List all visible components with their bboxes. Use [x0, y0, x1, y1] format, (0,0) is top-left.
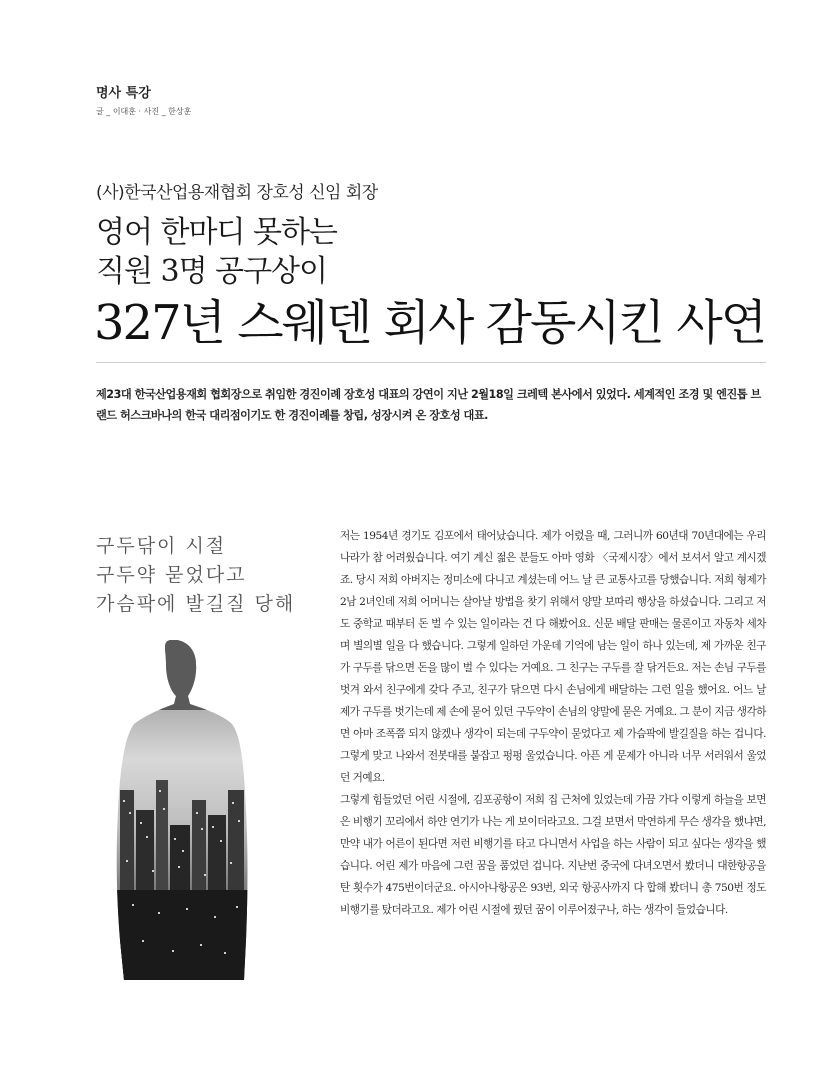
pull-quote-line-2: 구두약 묻었다고 — [96, 564, 247, 586]
pull-quote-line-3: 가슴팍에 발길질 당해 — [96, 593, 296, 615]
lead-paragraph: 제23대 한국산업용재회 협회장으로 취임한 경진이례 장호성 대표의 강연이 지난 2월18일 크레텍 본사에서 있었다. 세계적인 조경 및 엔진톱 브랜드 허스크바나의 한국 대리점이기도 한 경진이례를 창립, 성장시켜 온 장호성 대표. — [96, 388, 761, 422]
article-subtitle: (사)한국산업용재협회 장호성 신임 회장 — [96, 183, 378, 203]
photo-credit: 글 _ 이대훈 · 사진 _ 한상훈 — [96, 107, 192, 116]
section-title: 명사 특강 — [96, 86, 151, 101]
pull-quote — [96, 532, 295, 619]
article-body — [340, 525, 766, 921]
divider — [96, 362, 766, 363]
headline-line-1: 영어 한마디 못하는 — [96, 215, 337, 250]
headline-line-2: 직원 3명 공구상이 — [96, 254, 328, 289]
headline-line-3: 327년 스웨덴 회사 감동시킨 사연 — [94, 295, 766, 351]
silhouette-cityscape-image — [112, 640, 252, 980]
body-paragraph-2: 그렇게 힘들었던 어린 시절에, 김포공항이 저희 집 근처에 있었는데 가끔 가다 이렇게 하늘을 보면은 비행기 꼬리에서 하얀 연기가 나는 게 보이더라고요. 그걸 보면서 막연하게 무슨 생각을 했냐면, 만약 내가 어른이 된다면 저런 비행기를 타고 다니면서 사업을 하는 사람이 되고 싶다는 생각을 했습니다. 어린 제가 마음에 그런 꿈을 품었던 겁니다. 지난번 중국에 다녀오면서 봤더니 대한항공을 탄 횟수가 475번이더군요. 아시아나항공은 93번, 외국 항공사까지 다 합해 봤더니 총 750번 정도 비행기를 탔더라고요. 제가 어린 시절에 꿨던 꿈이 이루어졌구나, 하는 생각이 들었습니다. — [340, 794, 766, 916]
pull-quote-line-1: 구두닦이 시절 — [96, 535, 227, 557]
body-paragraph-1: 저는 1954년 경기도 김포에서 태어났습니다. 제가 어렸을 때, 그러니까 60년대 70년대에는 우리나라가 참 어려웠습니다. 여기 계신 젊은 분들도 아마 영화 〈국제시장〉에서 보셔서 알고 계시겠죠. 당시 저희 아버지는 정미소에 다니고 계셨는데 어느 날 큰 교통사고를 당했습니다. 저희 형제가 2남 2녀인데 저희 어머니는 살아날 방법을 찾기 위해서 양말 보따리 행상을 하셨습니다. 그리고 저도 중학교 때부터 돈 벌 수 있는 일이라는 건 다 해봤어요. 신문 배달 판매는 물론이고 자동차 세차며 별의별 일을 다 했습니다. 그렇게 일하던 가운데 기억에 남는 일이 하나 있는데, 제 가까운 친구가 구두를 닦으면 돈을 많이 벌 수 있다는 거예요. 그 친구는 구두를 잘 닦거든요. 저는 손님 구두를 벗겨 와서 친구에게 갖다 주고, 친구가 닦으면 다시 손님에게 배달하는 그런 일을 했어요. 어느 날 제가 구두를 벗기는데 제 손에 묻어 있던 구두약이 손님의 양말에 묻은 거예요. 그 분이 지금 생각하면 아마 조폭쯤 되지 않겠나 생각이 되는데 구두약이 묻었다고 제 가슴팍에 발길질을 하는 겁니다. 그렇게 맞고 나와서 전봇대를 붙잡고 펑펑 울었습니다. 아픈 게 문제가 아니라 너무 서러워서 울었던 거예요. — [340, 530, 766, 784]
